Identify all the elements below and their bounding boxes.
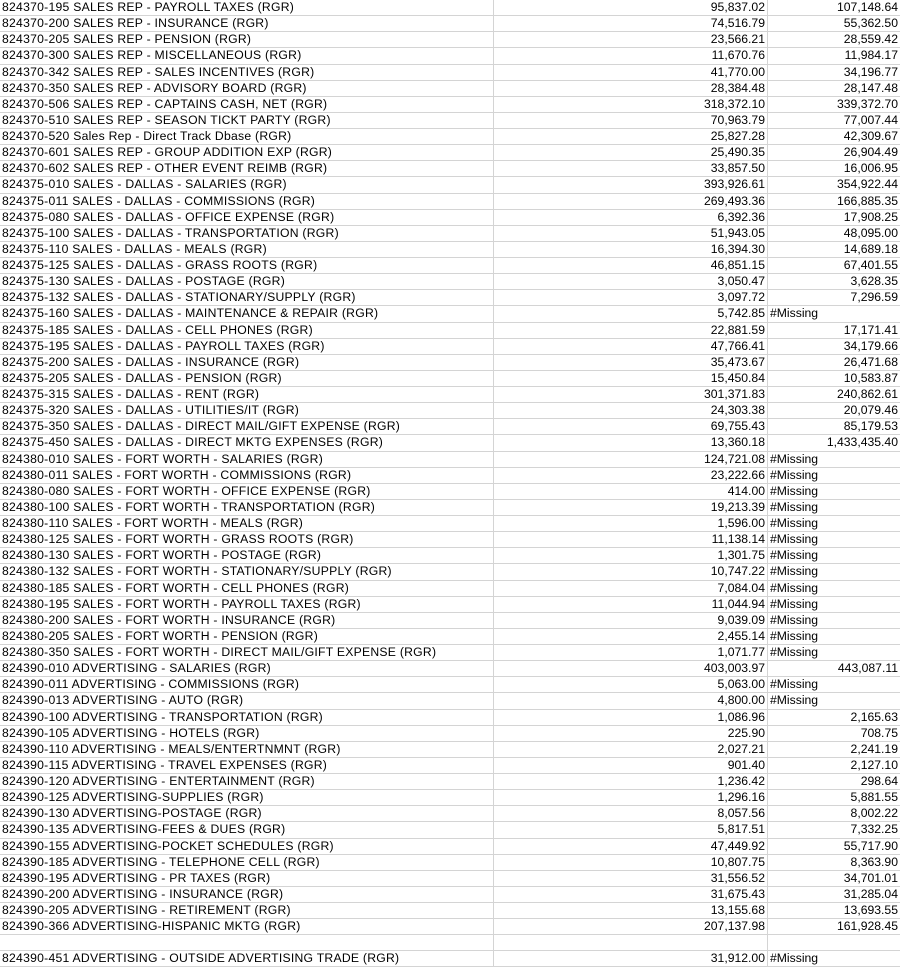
table-row[interactable] (0, 339, 900, 355)
amount-cell-a[interactable]: 11,138.14 (494, 532, 768, 547)
amount-cell-b[interactable]: 2,127.10 (850, 757, 898, 772)
amount-cell-b[interactable]: 2,241.19 (850, 741, 898, 756)
table-row[interactable] (0, 113, 900, 129)
table-row[interactable] (0, 629, 900, 645)
table-row[interactable] (0, 710, 900, 726)
account-cell[interactable]: 824390-135 ADVERTISING-FEES & DUES (RGR) (0, 822, 494, 837)
table-row[interactable] (0, 484, 900, 500)
amount-cell-a[interactable]: 25,827.28 (494, 129, 768, 144)
amount-cell-b[interactable]: 34,701.01 (843, 870, 898, 885)
account-cell[interactable]: 824375-110 SALES - DALLAS - MEALS (RGR) (0, 242, 494, 257)
amount-cell-a[interactable]: 7,084.04 (494, 581, 768, 596)
account-cell[interactable]: 824380-010 SALES - FORT WORTH - SALARIES (RGR) (0, 452, 494, 467)
amount-cell-b[interactable]: #Missing (770, 564, 819, 579)
table-row[interactable] (0, 403, 900, 419)
amount-cell-b[interactable]: 3,628.35 (850, 274, 898, 289)
amount-cell-a[interactable]: 23,566.21 (494, 32, 768, 47)
amount-cell-a[interactable]: 31,912.00 (494, 951, 768, 966)
account-cell[interactable]: 824380-132 SALES - FORT WORTH - STATIONARY/SUPPLY (RGR) (0, 564, 494, 579)
amount-cell-b[interactable]: 31,285.04 (843, 886, 898, 901)
amount-cell-b[interactable]: 8,363.90 (850, 854, 898, 869)
amount-cell-b[interactable]: #Missing (770, 306, 819, 321)
account-cell[interactable]: 824390-130 ADVERTISING-POSTAGE (RGR) (0, 806, 494, 821)
account-cell[interactable]: 824375-080 SALES - DALLAS - OFFICE EXPENSE (RGR) (0, 210, 494, 225)
amount-cell-a[interactable]: 31,556.52 (494, 871, 768, 886)
amount-cell-b[interactable]: 34,196.77 (843, 64, 898, 79)
account-cell[interactable]: 824390-010 ADVERTISING - SALARIES (RGR) (0, 661, 494, 676)
amount-cell-b[interactable]: 7,296.59 (850, 290, 898, 305)
amount-cell-b[interactable]: #Missing (770, 532, 819, 547)
amount-cell-b[interactable]: #Missing (770, 467, 819, 482)
table-row[interactable] (0, 790, 900, 806)
amount-cell-b[interactable]: 166,885.35 (837, 193, 898, 208)
amount-cell-b[interactable]: #Missing (770, 596, 819, 611)
account-cell[interactable]: 824390-105 ADVERTISING - HOTELS (RGR) (0, 726, 494, 741)
amount-cell-a[interactable]: 225.90 (494, 726, 768, 741)
amount-cell-b[interactable]: 48,095.00 (843, 225, 898, 240)
account-cell[interactable]: 824375-195 SALES - DALLAS - PAYROLL TAXES (RGR) (0, 339, 494, 354)
amount-cell-a[interactable]: 46,851.15 (494, 258, 768, 273)
amount-cell-a[interactable]: 301,371.83 (494, 387, 768, 402)
amount-cell-a[interactable]: 1,596.00 (494, 516, 768, 531)
amount-cell-a[interactable]: 74,516.79 (494, 16, 768, 31)
amount-cell-a[interactable]: 2,027.21 (494, 742, 768, 757)
amount-cell-a[interactable]: 47,766.41 (494, 339, 768, 354)
amount-cell-b[interactable]: 354,922.44 (837, 177, 898, 192)
amount-cell-a[interactable]: 5,063.00 (494, 677, 768, 692)
amount-cell-a[interactable]: 269,493.36 (494, 194, 768, 209)
amount-cell-a[interactable]: 70,963.79 (494, 113, 768, 128)
account-cell[interactable] (0, 935, 494, 950)
amount-cell-a[interactable]: 3,097.72 (494, 290, 768, 305)
table-row[interactable] (0, 65, 900, 81)
amount-cell-b[interactable]: 443,087.11 (837, 661, 898, 676)
table-row[interactable] (0, 661, 900, 677)
amount-cell-b[interactable]: 28,559.42 (843, 32, 898, 47)
amount-cell-b[interactable]: 55,362.50 (843, 16, 898, 31)
amount-cell-a[interactable]: 1,296.16 (494, 790, 768, 805)
table-row[interactable] (0, 532, 900, 548)
account-cell[interactable]: 824390-013 ADVERTISING - AUTO (RGR) (0, 693, 494, 708)
amount-cell-a[interactable]: 16,394.30 (494, 242, 768, 257)
table-row[interactable] (0, 677, 900, 693)
table-row[interactable] (0, 226, 900, 242)
account-cell[interactable]: 824375-130 SALES - DALLAS - POSTAGE (RGR) (0, 274, 494, 289)
amount-cell-b[interactable]: 17,171.41 (843, 322, 898, 337)
amount-cell-b[interactable]: 42,309.67 (843, 129, 898, 143)
amount-cell-b[interactable]: #Missing (770, 693, 819, 708)
amount-cell-a[interactable]: 10,747.22 (494, 564, 768, 579)
amount-cell-a[interactable]: 41,770.00 (494, 65, 768, 80)
account-cell[interactable]: 824370-602 SALES REP - OTHER EVENT REIMB (RGR) (0, 161, 494, 176)
amount-cell-b[interactable]: 8,002.22 (850, 806, 898, 821)
table-row[interactable] (0, 774, 900, 790)
account-cell[interactable]: 824370-342 SALES REP - SALES INCENTIVES (RGR) (0, 65, 494, 80)
amount-cell-a[interactable]: 1,071.77 (494, 645, 768, 660)
table-row[interactable] (0, 258, 900, 274)
blank-row[interactable] (0, 935, 900, 951)
amount-cell-a[interactable]: 207,137.98 (494, 919, 768, 934)
amount-cell-a[interactable]: 8,057.56 (494, 806, 768, 821)
account-cell[interactable]: 824390-011 ADVERTISING - COMMISSIONS (RGR) (0, 677, 494, 692)
account-cell[interactable]: 824375-100 SALES - DALLAS - TRANSPORTATION (RGR) (0, 226, 494, 241)
table-row[interactable] (0, 903, 900, 919)
amount-cell-b[interactable]: 26,904.49 (843, 145, 898, 160)
table-row[interactable] (0, 758, 900, 774)
account-cell[interactable]: 824375-132 SALES - DALLAS - STATIONARY/SUPPLY (RGR) (0, 290, 494, 305)
amount-cell-a[interactable]: 10,807.75 (494, 855, 768, 870)
account-cell[interactable]: 824390-120 ADVERTISING - ENTERTAINMENT (RGR) (0, 774, 494, 789)
amount-cell-a[interactable]: 69,755.43 (494, 419, 768, 434)
table-row[interactable] (0, 742, 900, 758)
table-row[interactable] (0, 806, 900, 822)
table-row[interactable] (0, 419, 900, 435)
amount-cell-a[interactable]: 4,800.00 (494, 693, 768, 708)
table-row[interactable] (0, 177, 900, 193)
table-row[interactable] (0, 323, 900, 339)
account-cell[interactable]: 824375-200 SALES - DALLAS - INSURANCE (RGR) (0, 355, 494, 370)
account-cell[interactable]: 824375-125 SALES - DALLAS - GRASS ROOTS (RGR) (0, 258, 494, 273)
amount-cell-a[interactable]: 5,817.51 (494, 822, 768, 837)
amount-cell-b[interactable]: 107,148.64 (837, 0, 898, 14)
amount-cell-a[interactable]: 35,473.67 (494, 355, 768, 370)
amount-cell-a[interactable]: 11,044.94 (494, 597, 768, 612)
amount-cell-a[interactable]: 13,360.18 (494, 435, 768, 450)
account-cell[interactable]: 824375-450 SALES - DALLAS - DIRECT MKTG EXPENSES (RGR) (0, 435, 494, 450)
table-row[interactable] (0, 839, 900, 855)
table-row[interactable] (0, 48, 900, 64)
account-cell[interactable]: 824390-195 ADVERTISING - PR TAXES (RGR) (0, 871, 494, 886)
table-row[interactable] (0, 855, 900, 871)
amount-cell-b[interactable]: 77,007.44 (843, 112, 898, 127)
amount-cell-b[interactable]: 10,583.87 (843, 370, 898, 385)
amount-cell-a[interactable]: 23,222.66 (494, 468, 768, 483)
amount-cell-a[interactable]: 51,943.05 (494, 226, 768, 241)
table-row[interactable] (0, 581, 900, 597)
table-row[interactable] (0, 129, 900, 145)
table-row[interactable] (0, 516, 900, 532)
account-cell[interactable]: 824390-200 ADVERTISING - INSURANCE (RGR) (0, 887, 494, 902)
amount-cell-b[interactable]: 161,928.45 (837, 919, 898, 934)
account-cell[interactable]: 824375-320 SALES - DALLAS - UTILITIES/IT (RGR) (0, 403, 494, 418)
amount-cell-a[interactable]: 1,236.42 (494, 774, 768, 789)
table-row[interactable] (0, 242, 900, 258)
amount-cell-b[interactable]: 7,332.25 (850, 822, 898, 837)
amount-cell-a[interactable]: 2,455.14 (494, 629, 768, 644)
amount-cell-b[interactable]: 13,693.55 (843, 903, 898, 917)
amount-cell-a[interactable]: 318,372.10 (494, 97, 768, 112)
table-row[interactable] (0, 564, 900, 580)
table-row[interactable] (0, 468, 900, 484)
amount-cell-b[interactable]: 34,179.66 (843, 338, 898, 353)
account-cell[interactable]: 824370-300 SALES REP - MISCELLANEOUS (RGR) (0, 48, 494, 63)
table-row[interactable] (0, 145, 900, 161)
account-cell[interactable]: 824375-010 SALES - DALLAS - SALARIES (RGR) (0, 177, 494, 192)
amount-cell-b[interactable]: 26,471.68 (843, 354, 898, 369)
amount-cell-a[interactable]: 3,050.47 (494, 274, 768, 289)
amount-cell-b[interactable]: 708.75 (860, 725, 898, 740)
table-row[interactable] (0, 500, 900, 516)
amount-cell-a[interactable]: 393,926.61 (494, 177, 768, 192)
account-cell[interactable]: 824380-110 SALES - FORT WORTH - MEALS (RGR) (0, 516, 494, 531)
account-cell[interactable]: 824390-155 ADVERTISING-POCKET SCHEDULES (RGR) (0, 839, 494, 854)
amount-cell-a[interactable]: 124,721.08 (494, 452, 768, 467)
table-row[interactable] (0, 81, 900, 97)
table-row[interactable] (0, 306, 900, 322)
amount-cell-b[interactable] (768, 935, 900, 950)
account-cell[interactable]: 824390-185 ADVERTISING - TELEPHONE CELL (RGR) (0, 855, 494, 870)
table-row[interactable] (0, 32, 900, 48)
table-row[interactable] (0, 16, 900, 32)
table-row[interactable] (0, 951, 900, 967)
table-row[interactable] (0, 693, 900, 709)
table-row[interactable] (0, 548, 900, 564)
amount-cell-a[interactable]: 1,086.96 (494, 710, 768, 725)
table-row[interactable] (0, 290, 900, 306)
amount-cell-a[interactable]: 9,039.09 (494, 613, 768, 628)
account-cell[interactable]: 824390-115 ADVERTISING - TRAVEL EXPENSES (RGR) (0, 758, 494, 773)
amount-cell-a[interactable]: 901.40 (494, 758, 768, 773)
table-row[interactable] (0, 210, 900, 226)
account-cell[interactable]: 824380-205 SALES - FORT WORTH - PENSION (RGR) (0, 629, 494, 644)
amount-cell-b[interactable]: 20,079.46 (843, 403, 898, 418)
account-cell[interactable]: 824380-125 SALES - FORT WORTH - GRASS ROOTS (RGR) (0, 532, 494, 547)
amount-cell-b[interactable]: #Missing (770, 483, 819, 498)
table-row[interactable] (0, 887, 900, 903)
account-cell[interactable]: 824390-125 ADVERTISING-SUPPLIES (RGR) (0, 790, 494, 805)
table-row[interactable] (0, 871, 900, 887)
account-cell[interactable]: 824390-100 ADVERTISING - TRANSPORTATION (RGR) (0, 710, 494, 725)
amount-cell-b[interactable]: 16,006.95 (843, 161, 898, 176)
account-cell[interactable]: 824370-601 SALES REP - GROUP ADDITION EXP (RGR) (0, 145, 494, 160)
amount-cell-b[interactable]: #Missing (770, 612, 819, 627)
amount-cell-a[interactable]: 5,742.85 (494, 306, 768, 321)
account-cell[interactable]: 824370-205 SALES REP - PENSION (RGR) (0, 32, 494, 47)
account-cell[interactable]: 824375-350 SALES - DALLAS - DIRECT MAIL/GIFT EXPENSE (RGR) (0, 419, 494, 434)
account-cell[interactable]: 824390-451 ADVERTISING - OUTSIDE ADVERTISING TRADE (RGR) (0, 951, 494, 966)
amount-cell-b[interactable]: 5,881.55 (850, 790, 898, 805)
amount-cell-a[interactable]: 1,301.75 (494, 548, 768, 563)
account-cell[interactable]: 824380-200 SALES - FORT WORTH - INSURANCE (RGR) (0, 613, 494, 628)
amount-cell-a[interactable]: 414.00 (494, 484, 768, 499)
table-row[interactable] (0, 371, 900, 387)
amount-cell-b[interactable]: #Missing (770, 499, 819, 514)
amount-cell-b[interactable]: #Missing (770, 548, 819, 563)
account-cell[interactable]: 824370-510 SALES REP - SEASON TICKT PARTY (RGR) (0, 113, 494, 128)
table-row[interactable] (0, 97, 900, 113)
amount-cell-b[interactable]: 2,165.63 (850, 709, 898, 724)
account-cell[interactable]: 824380-130 SALES - FORT WORTH - POSTAGE (RGR) (0, 548, 494, 563)
table-row[interactable] (0, 726, 900, 742)
account-cell[interactable]: 824380-011 SALES - FORT WORTH - COMMISSIONS (RGR) (0, 468, 494, 483)
amount-cell-b[interactable]: 11,984.17 (844, 48, 898, 63)
amount-cell-b[interactable]: #Missing (770, 951, 819, 966)
amount-cell-b[interactable]: 14,689.18 (843, 241, 898, 256)
amount-cell-b[interactable]: 85,179.53 (843, 419, 898, 434)
amount-cell-b[interactable]: 1,433,435.40 (826, 435, 898, 450)
amount-cell-a[interactable]: 11,670.76 (494, 48, 768, 63)
account-cell[interactable]: 824370-520 Sales Rep - Direct Track Dbase (RGR) (0, 129, 494, 144)
amount-cell-a[interactable]: 22,881.59 (494, 323, 768, 338)
account-cell[interactable]: 824390-366 ADVERTISING-HISPANIC MKTG (RGR) (0, 919, 494, 934)
account-cell[interactable]: 824375-205 SALES - DALLAS - PENSION (RGR) (0, 371, 494, 386)
amount-cell-b[interactable]: 55,717.90 (843, 838, 898, 853)
table-row[interactable] (0, 822, 900, 838)
account-cell[interactable]: 824370-350 SALES REP - ADVISORY BOARD (RGR) (0, 81, 494, 96)
amount-cell-a[interactable]: 33,857.50 (494, 161, 768, 176)
table-row[interactable] (0, 452, 900, 468)
account-cell[interactable]: 824375-011 SALES - DALLAS - COMMISSIONS (RGR) (0, 194, 494, 209)
amount-cell-b[interactable]: #Missing (770, 677, 819, 692)
account-cell[interactable]: 824390-205 ADVERTISING - RETIREMENT (RGR) (0, 903, 494, 918)
account-cell[interactable]: 824390-110 ADVERTISING - MEALS/ENTERTNMNT (RGR) (0, 742, 494, 757)
account-cell[interactable]: 824380-350 SALES - FORT WORTH - DIRECT MAIL/GIFT EXPENSE (RGR) (0, 645, 494, 660)
table-row[interactable] (0, 274, 900, 290)
account-cell[interactable]: 824370-195 SALES REP - PAYROLL TAXES (RGR) (0, 0, 494, 15)
table-row[interactable] (0, 597, 900, 613)
amount-cell-b[interactable]: 240,862.61 (837, 387, 898, 401)
amount-cell-a[interactable]: 31,675.43 (494, 887, 768, 902)
amount-cell-a[interactable]: 28,384.48 (494, 81, 768, 96)
amount-cell-b[interactable]: #Missing (770, 580, 819, 595)
amount-cell-a[interactable]: 25,490.35 (494, 145, 768, 160)
amount-cell-a[interactable]: 403,003.97 (494, 661, 768, 676)
table-row[interactable] (0, 387, 900, 403)
table-row[interactable] (0, 194, 900, 210)
amount-cell-b[interactable]: #Missing (770, 628, 819, 643)
table-row[interactable] (0, 613, 900, 629)
amount-cell-b[interactable]: 298.64 (860, 774, 898, 788)
amount-cell-b[interactable]: 67,401.55 (843, 258, 898, 272)
amount-cell-b[interactable]: #Missing (770, 516, 819, 530)
amount-cell-a[interactable]: 15,450.84 (494, 371, 768, 386)
amount-cell-b[interactable]: 339,372.70 (837, 96, 898, 111)
account-cell[interactable]: 824380-185 SALES - FORT WORTH - CELL PHONES (RGR) (0, 581, 494, 596)
amount-cell-a[interactable]: 24,303.38 (494, 403, 768, 418)
table-row[interactable] (0, 355, 900, 371)
amount-cell-a[interactable] (494, 935, 768, 950)
amount-cell-a[interactable]: 13,155.68 (494, 903, 768, 918)
account-cell[interactable]: 824375-185 SALES - DALLAS - CELL PHONES (RGR) (0, 323, 494, 338)
account-cell[interactable]: 824375-160 SALES - DALLAS - MAINTENANCE & REPAIR (RGR) (0, 306, 494, 321)
account-cell[interactable]: 824370-506 SALES REP - CAPTAINS CASH, NET (RGR) (0, 97, 494, 112)
account-cell[interactable]: 824380-195 SALES - FORT WORTH - PAYROLL TAXES (RGR) (0, 597, 494, 612)
account-cell[interactable]: 824375-315 SALES - DALLAS - RENT (RGR) (0, 387, 494, 402)
table-row[interactable] (0, 161, 900, 177)
amount-cell-b[interactable]: #Missing (770, 645, 819, 659)
amount-cell-b[interactable]: #Missing (770, 451, 819, 466)
amount-cell-a[interactable]: 95,837.02 (494, 0, 768, 15)
table-row[interactable] (0, 0, 900, 16)
amount-cell-b[interactable]: 28,147.48 (843, 80, 898, 95)
account-cell[interactable]: 824380-100 SALES - FORT WORTH - TRANSPORTATION (RGR) (0, 500, 494, 515)
amount-cell-a[interactable]: 6,392.36 (494, 210, 768, 225)
amount-cell-a[interactable]: 47,449.92 (494, 839, 768, 854)
amount-cell-b[interactable]: 17,908.25 (843, 209, 898, 224)
table-row[interactable] (0, 435, 900, 451)
table-row[interactable] (0, 645, 900, 661)
account-cell[interactable]: 824370-200 SALES REP - INSURANCE (RGR) (0, 16, 494, 31)
account-cell[interactable]: 824380-080 SALES - FORT WORTH - OFFICE EXPENSE (RGR) (0, 484, 494, 499)
table-row[interactable] (0, 919, 900, 935)
amount-cell-a[interactable]: 19,213.39 (494, 500, 768, 515)
